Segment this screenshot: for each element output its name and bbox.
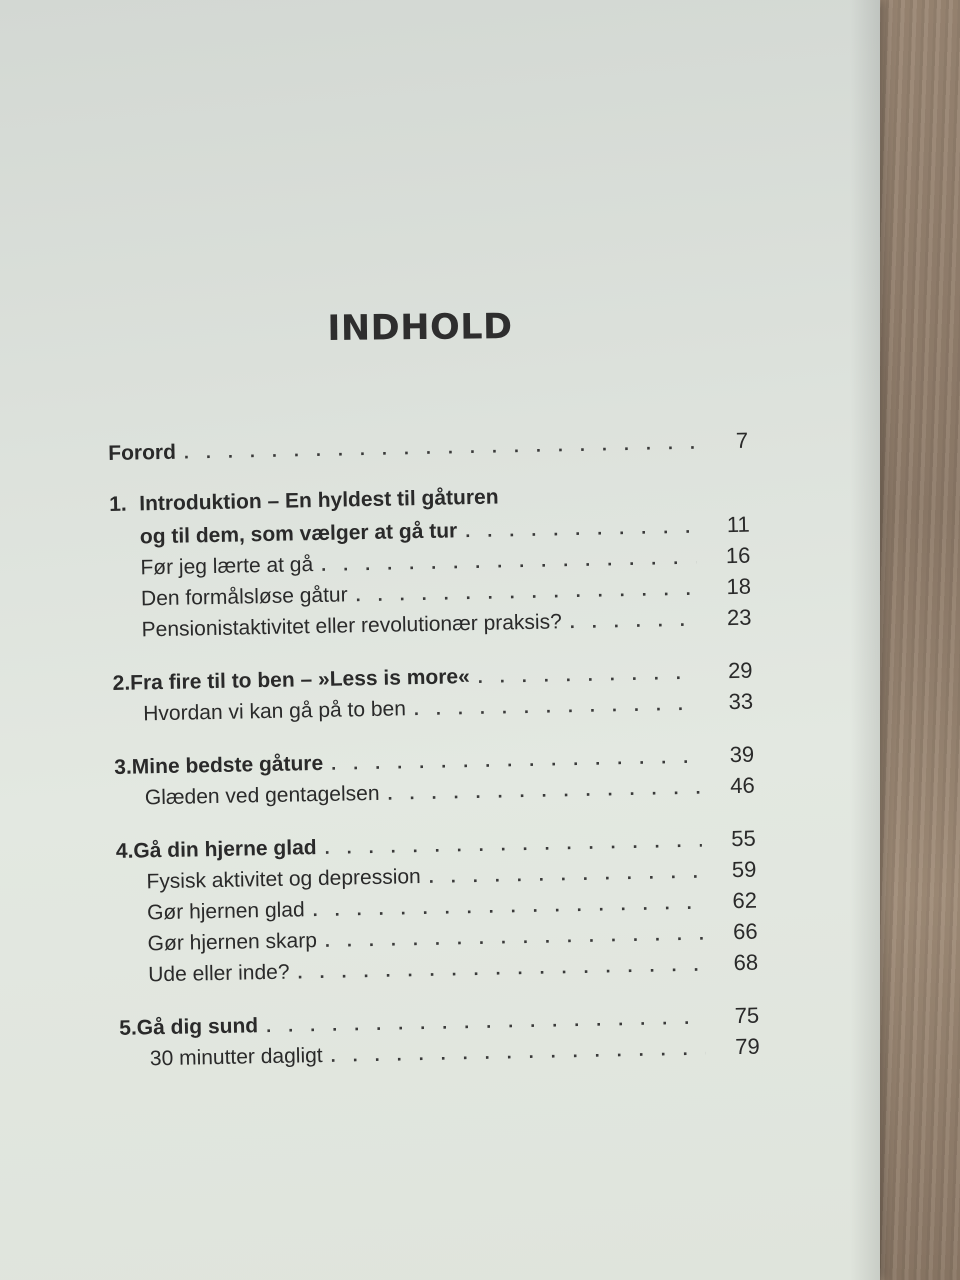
toc-entry-text: og til dem, som vælger at gå tur bbox=[139, 519, 458, 549]
toc-page-number: 79 bbox=[735, 1033, 760, 1060]
toc-page-number: 55 bbox=[731, 825, 757, 852]
leader-dots bbox=[429, 862, 703, 888]
toc-group-chapter-5 bbox=[119, 1003, 760, 1077]
toc-entry-text: Før jeg lærte at gå bbox=[140, 553, 314, 580]
chapter-number: 1. bbox=[109, 492, 127, 516]
toc-entry-text: Hvordan vi kan gå på to ben bbox=[143, 697, 407, 726]
chapter-number: 4. bbox=[115, 839, 134, 863]
toc-entry-text: Fra fire til to ben – »Less is more« bbox=[129, 665, 470, 695]
leader-dots bbox=[324, 831, 702, 859]
page-title: INDHOLD bbox=[327, 307, 513, 349]
toc-page-number: 68 bbox=[733, 949, 759, 976]
chapter-number: 5. bbox=[119, 1016, 138, 1040]
toc-page-number: 23 bbox=[726, 604, 752, 631]
toc-entry-text: Forord bbox=[108, 440, 177, 465]
leader-dots bbox=[184, 433, 695, 464]
leader-dots bbox=[387, 778, 701, 805]
leader-dots bbox=[312, 893, 703, 921]
toc-group-chapter-2 bbox=[112, 658, 753, 732]
toc-group-chapter-1 bbox=[109, 481, 752, 648]
toc-page-number: 16 bbox=[725, 542, 751, 569]
toc-group-chapter-4 bbox=[116, 826, 759, 993]
toc-page-number: 46 bbox=[730, 772, 755, 799]
toc-page-number: 66 bbox=[732, 918, 758, 945]
toc-page-number: 7 bbox=[735, 427, 749, 453]
toc-entry-text: Gør hjernen glad bbox=[146, 898, 305, 925]
toc-entry-text: Glæden ved gentagelsen bbox=[144, 781, 380, 810]
chapter-number: 2. bbox=[112, 671, 131, 695]
toc-page-number: 11 bbox=[726, 511, 750, 538]
toc-page-number: 39 bbox=[729, 741, 755, 768]
leader-dots bbox=[321, 548, 697, 576]
page-edge-shadow bbox=[850, 0, 880, 1280]
leader-dots bbox=[297, 955, 704, 984]
leader-dots bbox=[478, 663, 699, 688]
leader-dots bbox=[465, 517, 696, 542]
toc-group-chapter-3 bbox=[114, 742, 755, 816]
toc-entry-text: Ude eller inde? bbox=[148, 960, 290, 987]
toc-page-number: 75 bbox=[734, 1002, 760, 1029]
toc-page-number: 33 bbox=[728, 688, 754, 715]
toc-entry bbox=[108, 428, 748, 471]
toc-entry-text: Pensionistaktivitet eller revolutionær praksis? bbox=[141, 610, 562, 642]
toc-entry-text: Gør hjernen skarp bbox=[147, 929, 318, 956]
leader-dots bbox=[355, 579, 697, 607]
toc-entry-text: Introduktion – En hyldest til gåturen bbox=[139, 485, 499, 516]
leader-dots bbox=[266, 1008, 705, 1037]
toc-page-number: 18 bbox=[726, 573, 752, 600]
leader-dots bbox=[331, 747, 700, 775]
toc-entry-text: Den formålsløse gåtur bbox=[140, 583, 348, 611]
toc-page-number: 29 bbox=[727, 657, 753, 684]
toc-entry-text: Gå dig sund bbox=[136, 1014, 259, 1040]
toc-page-number: 62 bbox=[732, 887, 758, 914]
toc-entry-text: Fysisk aktivitet og depression bbox=[146, 865, 421, 894]
leader-dots bbox=[325, 924, 704, 952]
toc-group-foreword bbox=[108, 428, 748, 471]
toc-page-number: 59 bbox=[731, 856, 757, 883]
leader-dots bbox=[330, 1039, 706, 1067]
leader-dots bbox=[414, 694, 700, 720]
table-of-contents bbox=[108, 428, 761, 1099]
leader-dots bbox=[570, 610, 698, 633]
toc-entry-text: Gå din hjerne glad bbox=[133, 836, 317, 863]
chapter-number: 3. bbox=[114, 755, 133, 779]
toc-entry-text: Mine bedste gåture bbox=[131, 751, 324, 779]
toc-entry-text: 30 minutter dagligt bbox=[149, 1043, 323, 1071]
